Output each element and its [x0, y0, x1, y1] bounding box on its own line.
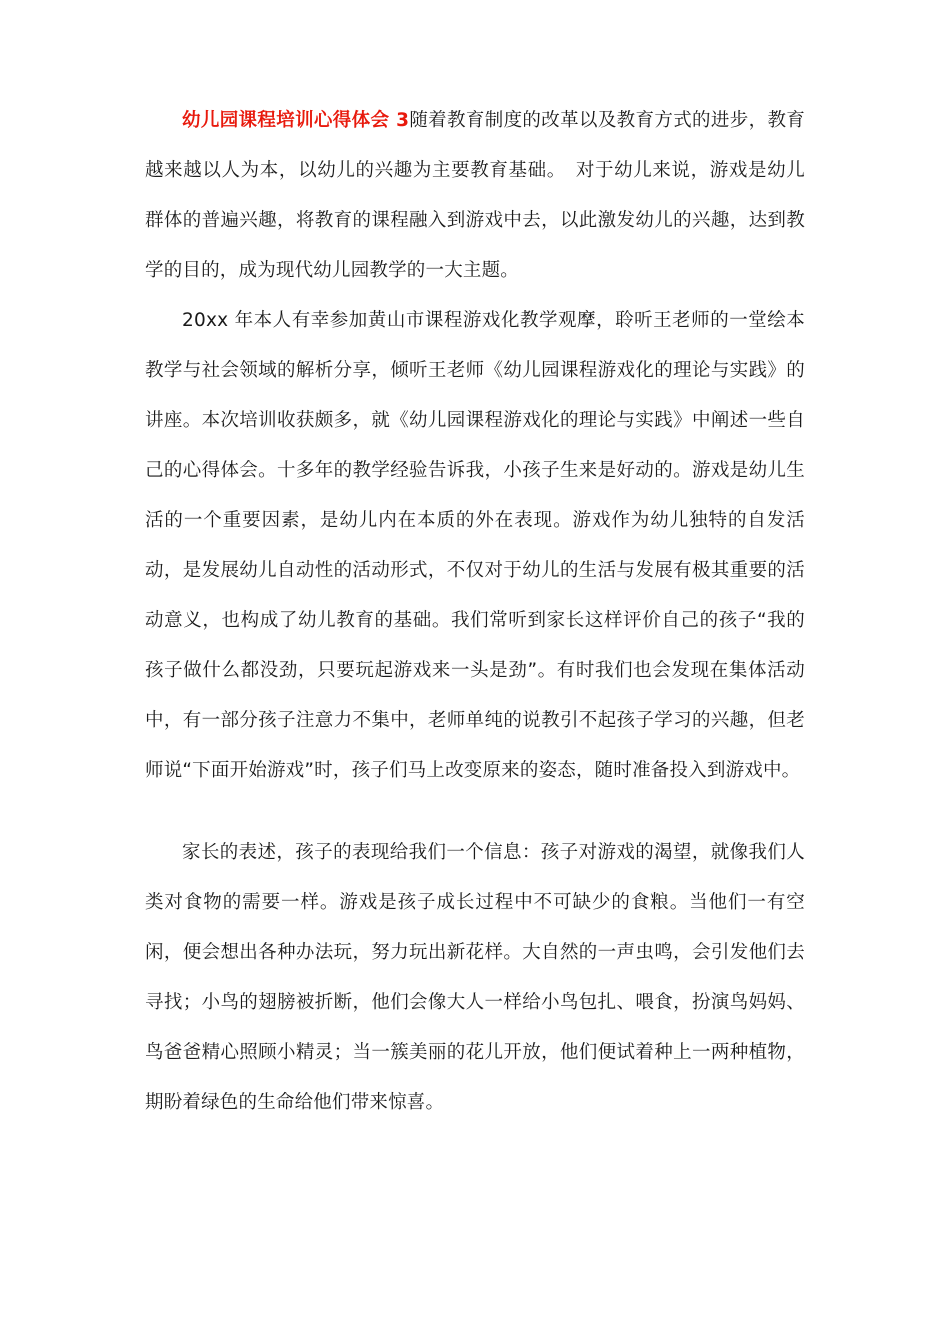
paragraph-intro-text: 随着教育制度的改革以及教育方式的进步，教育越来越以人为本，以幼儿的兴趣为主要教育基础。 对于幼儿来说，游戏是幼儿群体的普遍兴趣，将教育的课程融入到游戏中去，以此激发幼儿的兴趣，达到教学的目的，成为现代幼儿园教学的一大主题。 [145, 110, 805, 281]
paragraph-training: 20xx 年本人有幸参加黄山市课程游戏化教学观摩，聆听王老师的一堂绘本教学与社会领域的解析分享，倾听王老师《幼儿园课程游戏化的理论与实践》的讲座。本次培训收获颇多，就《幼儿园课程游戏化的理论与实践》中阐述一些自己的心得体会。十多年的教学经验告诉我，小孩子生来是好动的。游戏是幼儿生活的一个重要因素，是幼儿内在本质的外在表现。游戏作为幼儿独特的自发活动，是发展幼儿自动性的活动形式，不仅对于幼儿的生活与发展有极其重要的活动意义，也构成了幼儿教育的基础。我们常听到家长这样评价自己的孩子“我的孩子做什么都没劲，只要玩起游戏来一头是劲”。有时我们也会发现在集体活动中，有一部分孩子注意力不集中，老师单纯的说教引不起孩子学习的兴趣，但老师说“下面开始游戏”时，孩子们马上改变原来的姿态，随时准备投入到游戏中。 [145, 310, 805, 781]
paragraph-intro [145, 96, 805, 296]
document-title: 幼儿园课程培训心得体会 3 [182, 110, 410, 131]
document-body [145, 96, 805, 1128]
paragraph-parents: 家长的表述，孩子的表现给我们一个信息：孩子对游戏的渴望，就像我们人类对食物的需要一样。游戏是孩子成长过程中不可缺少的食粮。当他们一有空闲，便会想出各种办法玩，努力玩出新花样。大自然的一声虫鸣，会引发他们去寻找；小鸟的翅膀被折断，他们会像大人一样给小鸟包扎、喂食，扮演鸟妈妈、鸟爸爸精心照顾小精灵；当一簇美丽的花儿开放，他们便试着种上一两种植物，期盼着绿色的生命给他们带来惊喜。 [145, 842, 805, 1113]
